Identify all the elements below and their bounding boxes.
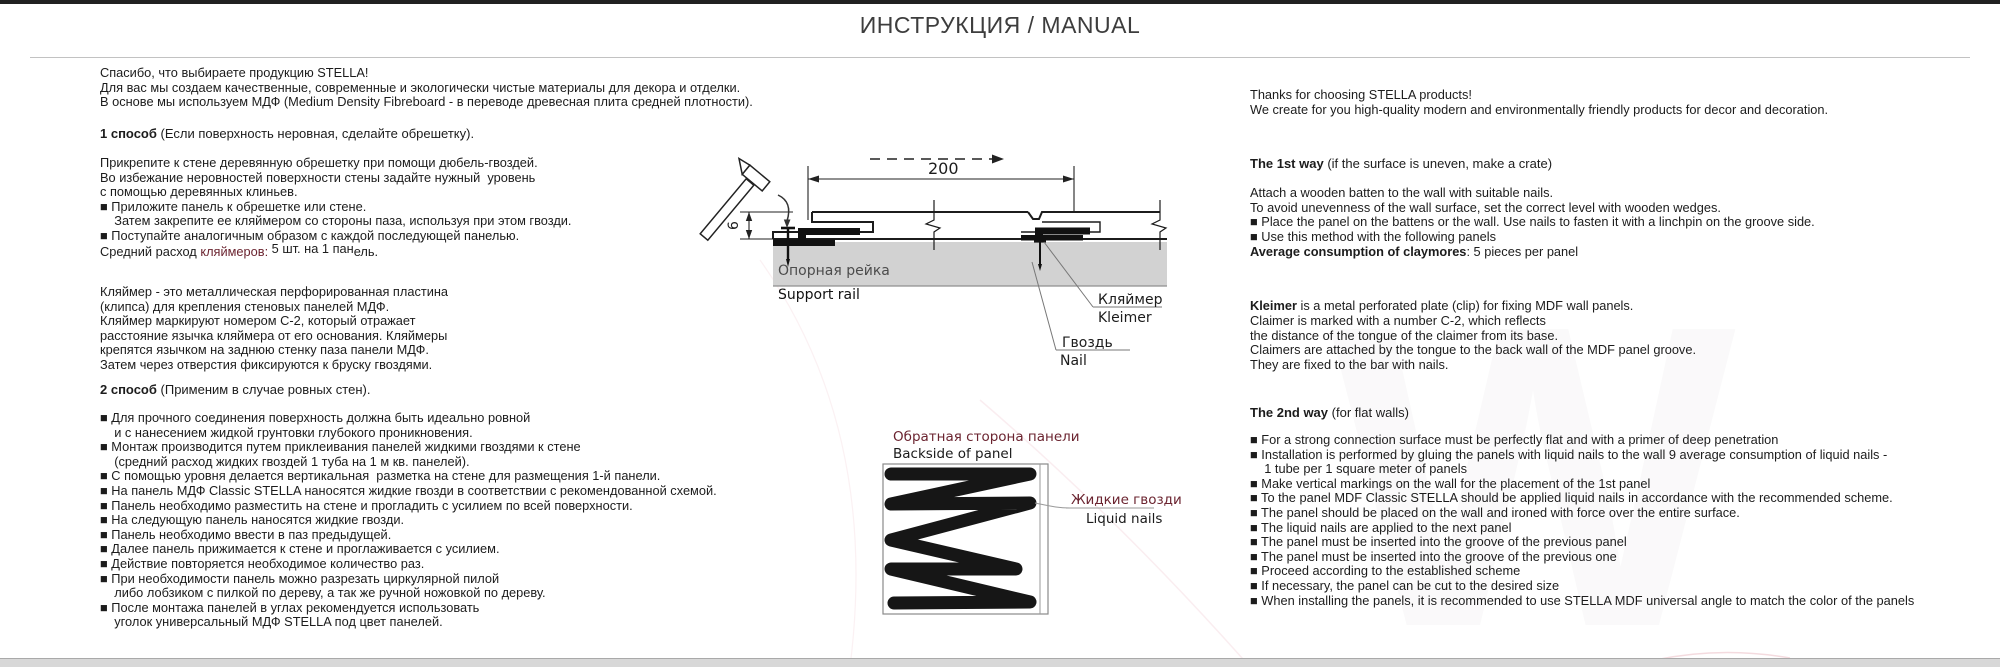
text-line: the distance of the tongue of the claimer from its base.	[1250, 327, 1559, 343]
ru-consumption-tail: ель.	[353, 244, 379, 259]
text-line: ■ To the panel MDF Classic STELLA should be applied liquid nails in accordance with the recommended scheme.	[1250, 490, 1893, 506]
text-line: и с нанесением жидкой грунтовки глубокого проникновения.	[100, 424, 473, 440]
en-method2-label: The 2nd way	[1250, 405, 1329, 420]
ru-consumption-prefix: Средний расход	[100, 244, 201, 259]
text-line: ■ The liquid nails are applied to the next panel	[1250, 519, 1512, 535]
text-line: We create for you high-quality modern and environmentally friendly products for decor and decoration.	[1250, 101, 1829, 117]
text-line: ■ Панель необходимо разместить на стене и прогладить с усилием по всей поверхности.	[100, 497, 633, 513]
text-line: ■ С помощью уровня делается вертикальная разметка на стене для размещения 1-й панели.	[100, 468, 661, 484]
en-method2-rest: (for flat walls)	[1328, 405, 1409, 420]
text-line: ■ Installation is performed by gluing the panels with liquid nails to the wall 9 average consumption of liquid nails -	[1250, 446, 1888, 462]
text-line: ■ На панель МДФ Classic STELLA наносятся жидкие гвозди в соответствии с рекомендованной схемой.	[100, 482, 717, 498]
ru-method1-label: 1 способ	[100, 126, 157, 141]
text-line: ■ The panel must be inserted into the groove of the previous one	[1250, 548, 1617, 564]
ru-method1-paragraph	[100, 156, 572, 244]
text-line: расстояние язычка кляймера от его основания. Кляймеры	[100, 327, 448, 343]
en-kleimer-rest: is a metal perforated plate (clip) for fixing MDF wall panels.	[1296, 298, 1634, 313]
kleimer-label-en: Kleimer	[1098, 310, 1152, 326]
text-line: ■ For a strong connection surface must be perfectly flat and with a primer of deep penetration	[1250, 432, 1779, 447]
ru-intro-paragraph	[100, 66, 753, 110]
bottom-border	[0, 658, 2000, 667]
text-line: (клипса) для крепления стеновых панелей МДФ.	[100, 298, 390, 314]
text-line: ■ Make vertical markings on the wall for the placement of the 1st panel	[1250, 475, 1651, 491]
en-consumption-label: Average consumption of claymores	[1250, 244, 1467, 259]
text-line: ■ При необходимости панель можно разрезать циркулярной пилой	[100, 570, 500, 586]
en-kleimer-lead-line	[1250, 299, 1633, 314]
text-line: Attach a wooden batten to the wall with suitable nails.	[1250, 185, 1554, 200]
text-line: 1 tube per 1 square meter of panels	[1250, 461, 1467, 477]
text-line: ■ Place the panel on the battens or the wall. Use nails to fasten it with a linchpin on the groove side.	[1250, 214, 1815, 230]
text-line: либо лобзиком с пилкой по дереву, а так же ручной ножовкой по дереву.	[100, 585, 546, 601]
en-intro-paragraph	[1250, 88, 1828, 117]
text-line: Thanks for choosing STELLA products!	[1250, 87, 1472, 102]
dimension-6	[740, 212, 793, 239]
ru-method1-heading	[100, 127, 474, 142]
backside-label-ru: Обратная сторона панели	[893, 429, 1080, 445]
text-line: They are fixed to the bar with nails.	[1250, 356, 1449, 372]
en-kleimer-paragraph	[1250, 314, 1696, 372]
text-line: Кляймер - это металлическая перфорированная пластина	[100, 284, 449, 299]
text-line: (средний расход жидких гвоздей 1 туба на 1 м кв. панелей).	[100, 453, 470, 469]
text-line: ■ When installing the panels, it is recommended to use STELLA MDF universal angle to match the color of the panels	[1250, 592, 1915, 608]
text-line: ■ Панель необходимо ввести в паз предыдущей.	[100, 526, 392, 542]
en-method1-paragraph	[1250, 186, 1815, 244]
text-line: Для вас мы создаем качественные, современные и экологически чистые материалы для декора и отделки.	[100, 79, 741, 95]
text-line: ■ The panel should be placed on the wall and ironed with force over the entire surface.	[1250, 504, 1740, 520]
panel-installation-diagram	[690, 140, 1180, 380]
nail-label-en: Nail	[1060, 353, 1087, 369]
text-line: ■ Для прочного соединения поверхность должна быть идеально ровной	[100, 410, 531, 425]
text-line: ■ После монтажа панелей в углах рекомендуется использовать	[100, 599, 480, 615]
text-line: Claimers are attached by the tongue to the back wall of the MDF panel groove.	[1250, 342, 1697, 358]
text-line: ■ Use this method with the following panels	[1250, 228, 1497, 244]
ru-consumption-highlight: кляймеров:	[200, 244, 269, 259]
dimension-6-value: 6	[726, 221, 742, 230]
ru-method2-list	[100, 411, 717, 630]
ru-method2-heading	[100, 383, 370, 398]
text-line: Затем закрепите ее кляймером со стороны паза, используя при этом гвозди.	[100, 213, 572, 229]
en-method1-rest: (if the surface is uneven, make a crate)	[1323, 156, 1553, 171]
ru-method2-rest: (Применим в случае ровных стен).	[156, 382, 371, 397]
en-method1-heading	[1250, 157, 1552, 172]
text-line: Кляймер маркируют номером С-2, который отражает	[100, 313, 416, 329]
text-line: ■ If necessary, the panel can be cut to the desired size	[1250, 577, 1560, 593]
support-rail-label-ru: Опорная рейка	[778, 263, 890, 279]
text-line: To avoid unevenness of the wall surface, set the correct level with wooden wedges.	[1250, 199, 1721, 215]
ru-method2-label: 2 способ	[100, 382, 157, 397]
text-line: Затем через отверстия фиксируются к бруску гвоздями.	[100, 356, 433, 372]
ru-consumption-line	[100, 241, 379, 260]
text-line: Claimer is marked with a number C-2, which reflects	[1250, 313, 1546, 328]
text-line: ■ На следующую панель наносятся жидкие гвозди.	[100, 512, 405, 528]
liquid-nails-diagram	[858, 420, 1188, 667]
text-line: ■ Приложите панель к обрешетке или стене.	[100, 198, 367, 214]
en-consumption-line	[1250, 245, 1578, 260]
header-divider	[30, 57, 1970, 58]
liquid-nails-label-ru: Жидкие гвозди	[1071, 492, 1182, 508]
kleimer-label-ru: Кляймер	[1098, 292, 1163, 308]
text-line: с помощью деревянных клиньев.	[100, 184, 298, 200]
en-method2-list	[1250, 433, 1914, 608]
text-line: ■ Монтаж производится путем приклеивания панелей жидкими гвоздями к стене	[100, 439, 581, 455]
text-line: Спасибо, что выбираете продукцию STELLA!	[100, 65, 369, 80]
liquid-nails-label-en: Liquid nails	[1086, 511, 1163, 527]
support-rail-label-en: Support rail	[778, 287, 860, 303]
text-line: ■ Поступайте аналогичным образом с каждой последующей панелью.	[100, 227, 520, 243]
ru-consumption-raised: 5 шт. на 1 пан	[268, 241, 354, 256]
nail-label-ru: Гвоздь	[1062, 335, 1113, 351]
text-line: ■ Proceed according to the established scheme	[1250, 563, 1521, 579]
ru-kleimer-paragraph	[100, 285, 448, 373]
en-consumption-rest: : 5 pieces per panel	[1466, 244, 1579, 259]
backside-label-en: Backside of panel	[893, 446, 1013, 462]
text-line: ■ The panel must be inserted into the groove of the previous panel	[1250, 534, 1627, 550]
ru-method1-rest: (Если поверхность неровная, сделайте обрешетку).	[156, 126, 475, 141]
kleimer-clip-right	[1021, 228, 1090, 241]
dimension-200-value: 200	[928, 159, 959, 178]
text-line: В основе мы используем МДФ (Medium Density Fibreboard - в переводе древесная плита средней плотности).	[100, 94, 753, 110]
text-line: Прикрепите к стене деревянную обрешетку при помощи дюбель-гвоздей.	[100, 155, 538, 170]
text-line: крепятся язычком на заднюю стенку паза панели МДФ.	[100, 342, 429, 358]
text-line: ■ Далее панель прижимается к стене и проглаживается с усилием.	[100, 541, 500, 557]
en-method1-label: The 1st way	[1250, 156, 1324, 171]
page-title: ИНСТРУКЦИЯ / MANUAL	[859, 12, 1141, 38]
en-method2-heading	[1250, 406, 1409, 421]
text-line: уголок универсальный МДФ STELLA под цвет панелей.	[100, 614, 443, 630]
en-kleimer-label: Kleimer	[1250, 298, 1297, 313]
text-line: Во избежание неровностей поверхности стены задайте нужный уровень	[100, 169, 536, 185]
text-line: ■ Действие повторяется необходимое количество раз.	[100, 555, 425, 571]
